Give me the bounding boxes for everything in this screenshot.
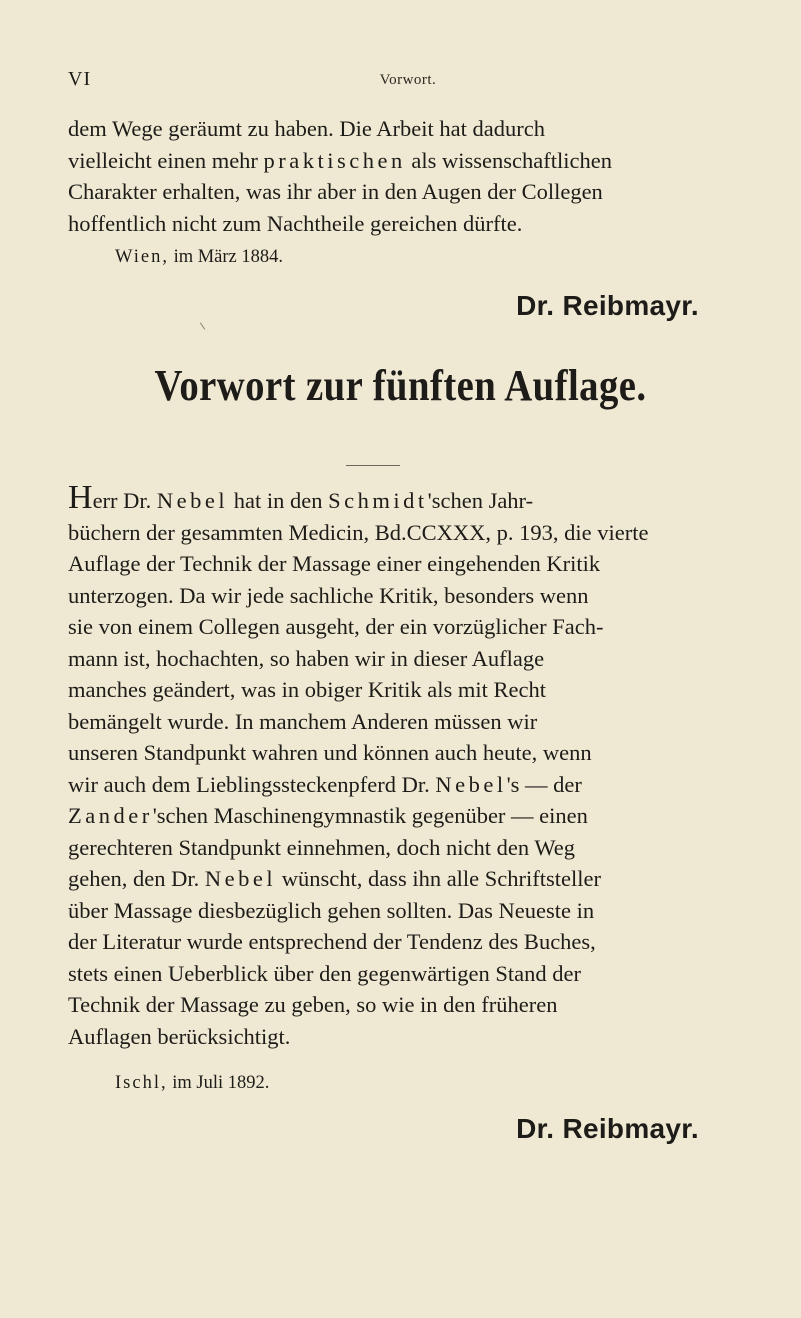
text-line: mann ist, hochachten, so haben wir in dieser Auflage: [68, 645, 545, 671]
text-line: dem Wege geräumt zu haben. Die Arbeit hat dadurch: [68, 116, 545, 141]
text-line: unseren Standpunkt wahren und können auch heute, wenn: [68, 740, 592, 765]
text-line: sie von einem Collegen ausgeht, der ein vorzüglicher Fach-: [68, 614, 604, 639]
section-title: Vorwort zur fünften Auflage.: [154, 361, 647, 410]
text-line: Auflage der Technik der Massage einer eingehenden Kritik: [68, 551, 601, 576]
text-line: Herr Dr. Nebel hat in den Schmidt'schen Jahr-: [68, 479, 534, 516]
place: Ischl,: [115, 1073, 168, 1093]
text-line: vielleicht einen mehr praktischen als wissenschaftlichen: [68, 147, 612, 173]
text-line: hoffentlich nicht zum Nachtheile gereichen dürfte.: [68, 210, 523, 236]
text-line: büchern der gesammten Medicin, Bd.CCXXX, p. 193, die vierte: [68, 519, 649, 545]
page-header: [68, 68, 748, 98]
text-line: manches geändert, was in obiger Kritik als mit Recht: [68, 677, 546, 702]
place: Wien,: [115, 247, 169, 267]
print-mark: [200, 322, 205, 329]
text-line: Zander'schen Maschinengymnastik gegenüber — einen: [68, 803, 588, 828]
text-line: gehen, den Dr. Nebel wünscht, dass ihn alle Schriftsteller: [68, 866, 602, 891]
signature: Dr. Reibmayr.: [516, 1113, 699, 1144]
text-line: bemängelt wurde. In manchem Anderen müssen wir: [68, 708, 538, 734]
text-line: wir auch dem Lieblingssteckenpferd Dr. Nebel's — der: [68, 771, 582, 797]
date: im Juli 1892.: [172, 1073, 270, 1093]
page-number: VI: [68, 68, 92, 90]
text-line: unterzogen. Da wir jede sachliche Kritik, besonders wenn: [68, 582, 589, 608]
text-line: über Massage diesbezüglich gehen sollten. Das Neueste in: [68, 897, 595, 923]
text-line: gerechteren Standpunkt einnehmen, doch nicht den Weg: [68, 834, 575, 860]
running-title: Vorwort.: [379, 72, 437, 88]
text-line: Technik der Massage zu geben, so wie in den früheren: [68, 992, 558, 1017]
signature: Dr. Reibmayr.: [516, 290, 699, 321]
date: im März 1884.: [173, 247, 284, 267]
place-date-1892: [115, 1073, 269, 1094]
place-date-1884: [115, 247, 283, 268]
text-line: Charakter erhalten, was ihr aber in den Augen der Collegen: [68, 179, 603, 204]
text-line: stets einen Ueberblick über den gegenwärtigen Stand der: [68, 960, 581, 986]
divider: [346, 465, 400, 466]
text-line: Auflagen berücksichtigt.: [68, 1023, 291, 1049]
fifth-edition-paragraph: [68, 479, 738, 1052]
preface-continued-paragraph: [68, 113, 738, 239]
text-line: der Literatur wurde entsprechend der Tendenz des Buches,: [68, 929, 596, 954]
